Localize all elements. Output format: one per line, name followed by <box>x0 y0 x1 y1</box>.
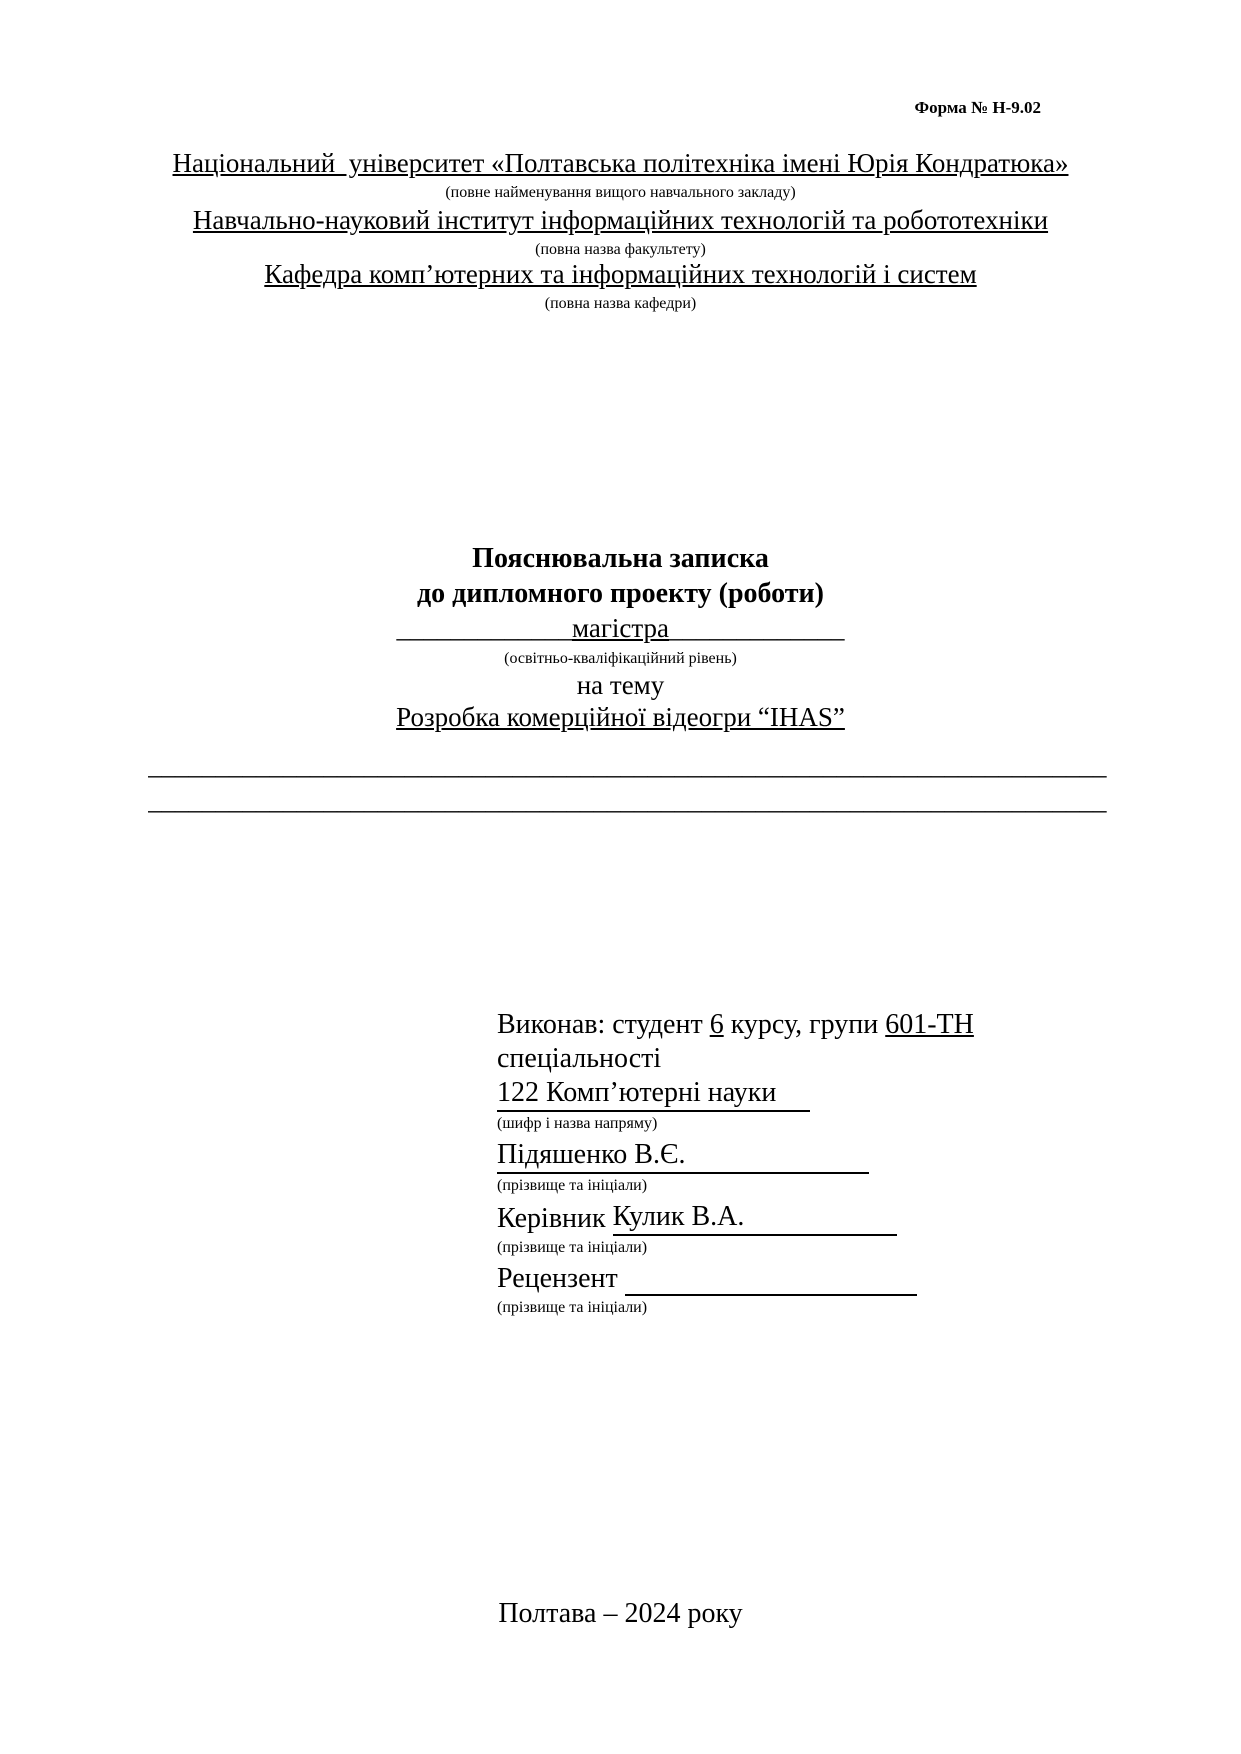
degree-underscores-right: _____________ <box>669 613 845 643</box>
doc-title-line2: до дипломного проекту (роботи) <box>416 578 824 609</box>
city-year: Полтава – 2024 року <box>498 1598 743 1629</box>
reviewer-label: Рецензент <box>497 1263 625 1294</box>
group-number: 601-ТН <box>885 1009 974 1040</box>
student-name: Підяшенко В.Є. <box>497 1139 686 1170</box>
topic-blank-line-2: _______________________________________________________________________ <box>148 785 1107 815</box>
supervisor-label: Керівник <box>497 1203 613 1234</box>
university-name-text: Національний університет «Полтавська політехніка імені Юрія Кондратюка» <box>172 148 1069 178</box>
doc-title-line1: Пояснювальна записка <box>472 543 769 574</box>
department-name-text: Кафедра комп’ютерних та інформаційних технологій і систем <box>264 259 977 289</box>
course-number: 6 <box>709 1009 724 1040</box>
topic-title-text: Розробка комерційної відеогри “IHAS” <box>396 702 845 732</box>
executor-prefix: Виконав: студент <box>497 1009 710 1040</box>
supervisor-signature-line <box>497 1200 897 1236</box>
topic-blank-line-1: _______________________________________________________________________ <box>148 750 1107 780</box>
reviewer-caption: (прізвище та ініціали) <box>497 1299 648 1316</box>
degree-level: магістра <box>571 613 670 643</box>
specialty-name: 122 Комп’ютерні науки <box>497 1076 810 1112</box>
specialty-label: спеціальності <box>497 1043 662 1074</box>
degree-caption: (освітньо-кваліфікаційний рівень) <box>504 650 737 667</box>
topic-label: на тему <box>576 670 665 700</box>
university-caption: (повне найменування вищого навчального закладу) <box>445 184 796 201</box>
supervisor-name-field <box>613 1200 897 1236</box>
specialty-caption: (шифр і назва напряму) <box>497 1115 658 1132</box>
institute-name <box>0 205 1241 235</box>
institute-name-text: Навчально-науковий інститут інформаційних технологій та робототехніки <box>192 205 1049 235</box>
reviewer-signature-line <box>497 1262 917 1296</box>
institute-caption: (повна назва факультету) <box>535 241 706 258</box>
student-name-field <box>497 1138 869 1174</box>
supervisor-name: Кулик В.А. <box>612 1201 745 1232</box>
student-signature-line <box>497 1138 869 1174</box>
executor-line <box>497 1008 974 1042</box>
topic-title <box>0 702 1241 732</box>
degree-line <box>0 613 1241 643</box>
degree-underscores-left: _____________ <box>396 613 572 643</box>
executor-middle: курсу, групи <box>723 1009 886 1040</box>
department-name <box>0 259 1241 289</box>
form-code: Форма № Н-9.02 <box>914 98 1041 117</box>
executor-block <box>497 1008 974 1322</box>
university-name <box>0 148 1241 178</box>
supervisor-caption: (прізвище та ініціали) <box>497 1239 648 1256</box>
student-caption: (прізвище та ініціали) <box>497 1177 648 1194</box>
reviewer-name-field <box>625 1294 917 1296</box>
department-caption: (повна назва кафедри) <box>544 295 697 312</box>
specialty-line <box>497 1076 937 1112</box>
